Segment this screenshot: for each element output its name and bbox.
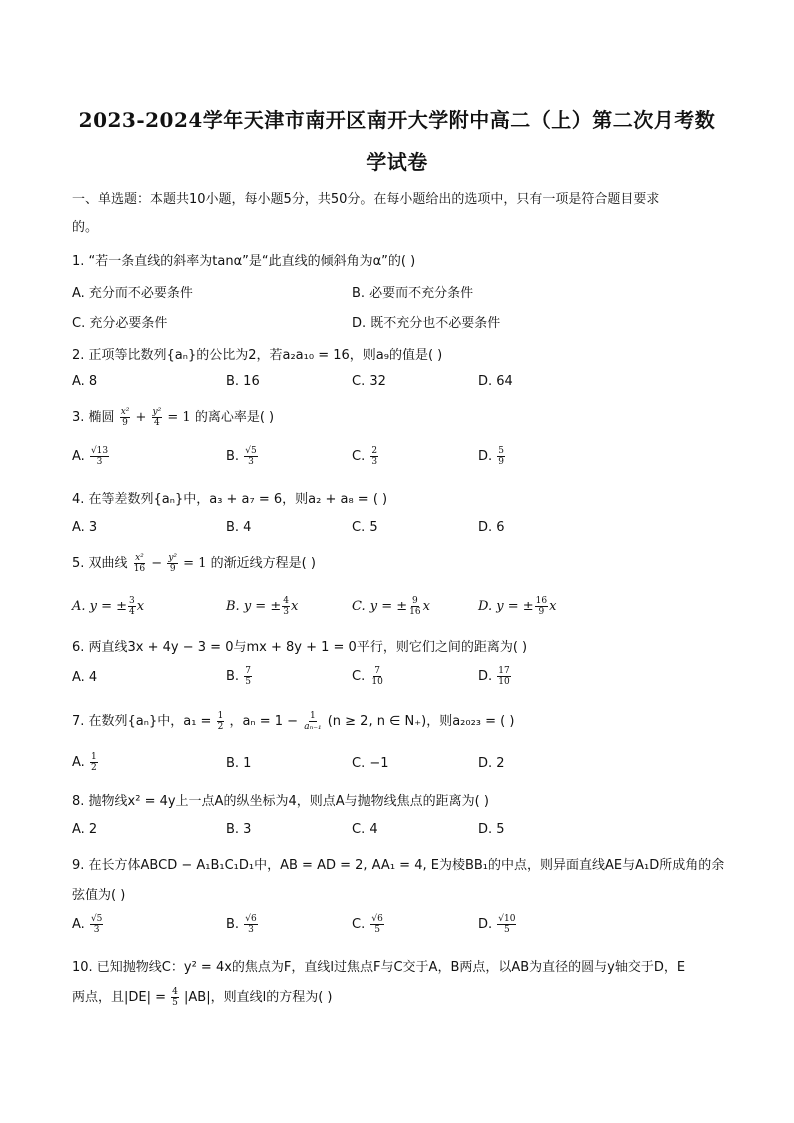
question-7-option-a[interactable] <box>72 752 99 773</box>
fraction-denominator: 2 <box>90 763 97 773</box>
question-3-option-c[interactable] <box>352 446 379 467</box>
question-7-an-fraction <box>303 711 322 732</box>
option-fraction <box>370 914 383 935</box>
question-7-stem-middle: ，aₙ = 1 − <box>229 714 299 729</box>
option-label: D. y = ± <box>478 599 534 614</box>
question-5-stem-prefix: 5. 双曲线 <box>72 556 128 571</box>
option-label: D. <box>478 669 493 684</box>
question-6-option-c[interactable] <box>352 666 385 687</box>
section-header-line1: 一、单选题：本题共10小题，每小题5分，共50分。在每小题给出的选项中，只有一项是符合题目要求 <box>72 192 660 207</box>
question-10-stem-line2 <box>72 986 333 1008</box>
fraction-numerator: √5 <box>90 914 103 924</box>
fraction-denominator: 10 <box>371 677 383 687</box>
question-8-option-d[interactable]: D. 5 <box>478 822 505 837</box>
option-fraction <box>128 596 136 617</box>
option-fraction <box>90 914 103 935</box>
fraction-numerator: x² <box>135 553 144 563</box>
fraction-denominator: 9 <box>169 564 176 574</box>
question-7-option-c[interactable]: C. −1 <box>352 756 389 771</box>
option-fraction <box>90 446 109 467</box>
option-variable: x <box>136 599 145 614</box>
question-9-option-d[interactable] <box>478 914 517 935</box>
question-6-option-d[interactable] <box>478 666 512 687</box>
option-variable: x <box>290 599 299 614</box>
question-8-option-b[interactable]: B. 3 <box>226 822 252 837</box>
option-fraction <box>497 446 505 467</box>
fraction-numerator: 3 <box>129 596 135 606</box>
fraction-numerator: √5 <box>245 446 257 456</box>
fraction-numerator: √6 <box>371 914 383 924</box>
fraction-denominator: 5 <box>245 677 251 687</box>
question-4-stem: 4. 在等差数列{aₙ}中，a₃ + a₇ = 6，则a₂ + a₈ = ( ) <box>72 492 388 507</box>
fraction-numerator: 7 <box>374 666 380 676</box>
question-4-option-b[interactable]: B. 4 <box>226 520 252 535</box>
question-5-option-d[interactable] <box>478 596 556 617</box>
question-3-option-a[interactable] <box>72 446 110 467</box>
question-6-stem: 6. 两直线3x + 4y − 3 = 0与mx + 8y + 1 = 0平行，则它们之间的距离为( ) <box>72 640 528 655</box>
question-6-option-a[interactable]: A. 4 <box>72 670 98 685</box>
question-2-stem: 2. 正项等比数列{aₙ}的公比为2，若a₂a₁₀ = 16，则a₉的值是( ) <box>72 348 443 363</box>
option-variable: x <box>422 599 430 614</box>
option-label: A. <box>72 917 85 932</box>
fraction-denominator: 4 <box>154 418 160 428</box>
option-label: A. <box>72 449 85 464</box>
option-label: C. <box>352 449 366 464</box>
fraction-numerator: 4 <box>172 987 178 997</box>
question-2-option-b[interactable]: B. 16 <box>226 374 260 389</box>
option-label: C. <box>352 917 366 932</box>
option-variable: x <box>549 599 557 614</box>
question-5-equals: = 1 <box>183 556 207 571</box>
question-7-stem-suffix: (n ≥ 2, n ∈ N₊)，则a₂₀₂₃ = ( ) <box>327 714 515 729</box>
exam-title-line1: 2023-2024学年天津市南开区南开大学附中高二（上）第二次月考数 <box>78 108 716 132</box>
option-fraction <box>370 446 378 467</box>
question-3-stem-prefix: 3. 椭圆 <box>72 410 115 425</box>
option-fraction <box>497 914 516 935</box>
question-10-stem-line1: 10. 已知抛物线C：y² = 4x的焦点为F，直线l过焦点F与C交于A，B两点，以AB为直径的圆与y轴交于D，E <box>72 960 686 975</box>
fraction-numerator: 4 <box>283 596 289 606</box>
option-label: A. <box>72 755 85 770</box>
option-label: C. y = ± <box>352 599 408 614</box>
option-fraction <box>370 666 383 687</box>
question-10-stem-prefix: 两点，且|DE| = <box>72 990 167 1005</box>
question-4-option-a[interactable]: A. 3 <box>72 520 98 535</box>
fraction-numerator: x² <box>120 407 130 417</box>
fraction-denominator: 2 <box>217 722 224 732</box>
question-5-option-c[interactable] <box>352 596 430 617</box>
option-fraction <box>244 914 257 935</box>
option-label: B. y = ± <box>226 599 282 614</box>
question-3-equals: = 1 <box>167 410 191 425</box>
exam-title-line2: 学试卷 <box>366 150 428 174</box>
fraction-denominator: 3 <box>248 925 254 935</box>
fraction-denominator: 16 <box>409 607 421 617</box>
question-6-option-b[interactable] <box>226 666 253 687</box>
option-fraction <box>244 446 257 467</box>
option-label: D. <box>478 917 493 932</box>
question-7-stem <box>72 710 514 732</box>
question-8-option-c[interactable]: C. 4 <box>352 822 378 837</box>
question-8-option-a[interactable]: A. 2 <box>72 822 98 837</box>
question-3-x-fraction <box>120 407 131 428</box>
question-1-option-c[interactable]: C. 充分必要条件 <box>72 316 168 331</box>
question-5-stem-suffix: 的渐近线方程是( ) <box>210 556 316 571</box>
question-4-option-d[interactable]: D. 6 <box>478 520 505 535</box>
question-5-x-fraction <box>133 553 146 574</box>
question-9-stem-line1: 9. 在长方体ABCD − A₁B₁C₁D₁中，AB = AD = 2, AA₁ = 4, E为棱BB₁的中点，则异面直线AE与A₁D所成角的余 <box>72 858 725 873</box>
question-1-option-a[interactable]: A. 充分而不必要条件 <box>72 286 193 301</box>
fraction-numerator: y² <box>152 407 162 417</box>
question-5-stem: 5. 双曲线 $\frac{\text{x²}}{16}$ − $\frac{\text{y²}}{9}$ = 1 的渐近线方程是( ) <box>72 553 316 574</box>
fraction-denominator: 5 <box>504 925 510 935</box>
fraction-numerator: 2 <box>371 446 378 456</box>
fraction-denominator: aₙ₋₁ <box>304 722 322 732</box>
fraction-denominator: 5 <box>374 925 380 935</box>
fraction-denominator: 3 <box>96 457 103 467</box>
question-7-option-d[interactable]: D. 2 <box>478 756 505 771</box>
option-label: C. <box>352 669 366 684</box>
fraction-denominator: 5 <box>172 998 178 1008</box>
option-label: D. <box>478 449 493 464</box>
option-fraction <box>90 752 98 773</box>
question-10-stem-suffix: |AB|，则直线l的方程为( ) <box>184 990 333 1005</box>
question-1-option-d[interactable]: D. 既不充分也不必要条件 <box>352 316 501 331</box>
fraction-numerator: √10 <box>498 914 516 924</box>
question-1-stem: 1. “若一条直线的斜率为tanα”是“此直线的倾斜角为α”的( ) <box>72 254 416 269</box>
fraction-numerator: √6 <box>245 914 257 924</box>
fraction-denominator: 9 <box>538 607 545 617</box>
option-label: B. <box>226 917 240 932</box>
option-fraction <box>535 596 548 617</box>
question-4-option-c[interactable]: C. 5 <box>352 520 378 535</box>
fraction-denominator: 9 <box>122 418 128 428</box>
option-fraction <box>408 596 421 617</box>
fraction-numerator: 9 <box>412 596 418 606</box>
question-2-option-a[interactable]: A. 8 <box>72 374 98 389</box>
option-label: B. <box>226 669 240 684</box>
option-fraction <box>282 596 290 617</box>
question-9-stem-line2: 弦值为( ) <box>72 888 126 903</box>
fraction-denominator: 3 <box>248 457 254 467</box>
fraction-numerator: √13 <box>90 446 109 456</box>
fraction-numerator: 1 <box>217 711 224 721</box>
fraction-denominator: 16 <box>133 564 146 574</box>
fraction-numerator: 5 <box>498 446 505 456</box>
question-7-stem-prefix: 7. 在数列{aₙ}中，a₁ = <box>72 714 212 729</box>
question-9-option-b[interactable] <box>226 914 259 935</box>
fraction-denominator: 3 <box>283 607 289 617</box>
question-2-option-c[interactable]: C. 32 <box>352 374 386 389</box>
fraction-numerator: 7 <box>245 666 251 676</box>
question-3-stem: 3. 椭圆 $\frac{\text{x²}}{9}$ + $\frac{\text{y²}}{4}$ = 1 的离心率是( ) <box>72 407 275 428</box>
question-3-option-b[interactable] <box>226 446 259 467</box>
fraction-numerator: 1 <box>310 711 316 721</box>
option-label: B. <box>226 449 240 464</box>
fraction-denominator: 9 <box>498 457 505 467</box>
option-fraction <box>497 666 510 687</box>
fraction-numerator: 17 <box>498 666 510 676</box>
fraction-numerator: 1 <box>90 752 97 762</box>
question-1-option-b[interactable]: B. 必要而不充分条件 <box>352 286 474 301</box>
fraction-numerator: 16 <box>535 596 548 606</box>
question-3-stem-suffix: 的离心率是( ) <box>194 410 275 425</box>
question-5-y-fraction <box>167 553 178 574</box>
question-5-option-b[interactable] <box>226 596 298 617</box>
question-3-y-fraction <box>152 407 163 428</box>
question-7-option-b[interactable]: B. 1 <box>226 756 252 771</box>
question-7-a1-fraction <box>217 711 225 732</box>
question-5-option-a[interactable] <box>72 596 144 617</box>
question-8-stem: 8. 抛物线x² = 4y上一点A的纵坐标为4，则点A与抛物线焦点的距离为( ) <box>72 794 489 809</box>
question-3-option-d[interactable] <box>478 446 506 467</box>
fraction-denominator: 4 <box>129 607 135 617</box>
option-label: A. y = ± <box>72 599 128 614</box>
question-9-option-a[interactable] <box>72 914 104 935</box>
section-header-line2: 的。 <box>72 220 99 235</box>
fraction-denominator: 3 <box>371 457 378 467</box>
question-9-option-c[interactable] <box>352 914 385 935</box>
option-fraction <box>244 666 252 687</box>
question-10-fraction <box>171 987 179 1008</box>
fraction-numerator: y² <box>168 553 178 563</box>
fraction-denominator: 10 <box>498 677 510 687</box>
question-2-option-d[interactable]: D. 64 <box>478 374 513 389</box>
fraction-denominator: 3 <box>93 925 100 935</box>
